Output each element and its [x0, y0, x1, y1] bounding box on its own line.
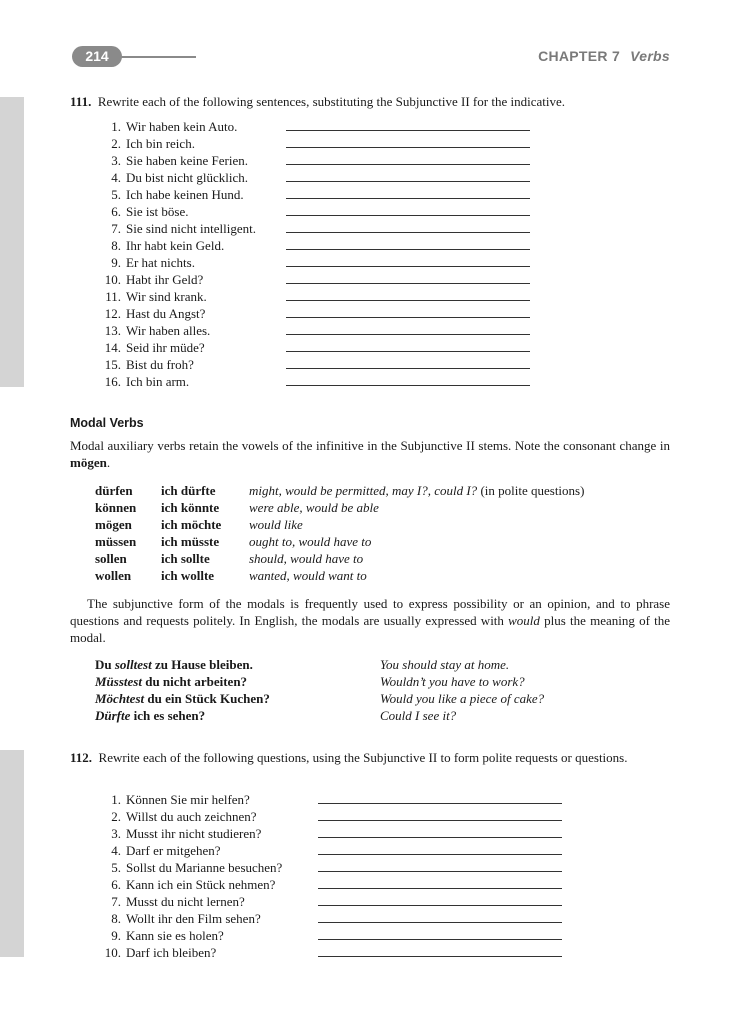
answer-blank[interactable]	[318, 888, 562, 889]
english-translation: Wouldn’t you have to work?	[380, 674, 525, 689]
item-number: 6.	[111, 204, 121, 219]
meaning-note: (in polite questions)	[477, 483, 585, 498]
modal-explanation	[70, 595, 670, 646]
item-number: 1.	[111, 792, 121, 807]
meaning-text: might, would be permitted, may I?, could I?	[249, 483, 478, 498]
exercise-number: 112.	[70, 750, 93, 765]
item-number: 1.	[111, 119, 121, 134]
list-item	[111, 876, 282, 893]
modal-row	[95, 533, 655, 550]
chapter-title: Verbs	[630, 48, 670, 64]
modal-intro	[70, 437, 670, 471]
answer-blank[interactable]	[318, 871, 562, 872]
list-item	[104, 944, 282, 961]
modal-infinitive: wollen	[95, 568, 132, 583]
page-number: 214	[72, 46, 122, 67]
item-sentence: Wir haben alles.	[126, 323, 211, 338]
answer-blank[interactable]	[286, 334, 530, 335]
list-item	[111, 825, 282, 842]
modal-infinitive: sollen	[95, 551, 127, 566]
modal-infinitive: mögen	[95, 517, 132, 532]
item-number: 9.	[111, 928, 121, 943]
explanation-italic: would	[508, 613, 540, 628]
english-translation: You should stay at home.	[380, 657, 510, 672]
item-number: 5.	[111, 860, 121, 875]
modal-subjunctive-form: ich sollte	[161, 551, 210, 566]
modal-meaning	[249, 567, 367, 584]
item-sentence: Darf ich bleiben?	[126, 945, 217, 960]
item-number: 10.	[104, 945, 121, 960]
example-row	[95, 707, 595, 724]
english-translation: Could I see it?	[380, 708, 457, 723]
item-number: 8.	[111, 238, 121, 253]
item-sentence: Seid ihr müde?	[126, 340, 205, 355]
answer-blank[interactable]	[286, 351, 530, 352]
item-number: 4.	[111, 843, 121, 858]
modal-infinitive: dürfen	[95, 483, 133, 498]
item-sentence: Habt ihr Geld?	[126, 272, 204, 287]
list-item	[104, 339, 256, 356]
meaning-text: wanted, would want to	[249, 568, 367, 583]
list-item	[111, 893, 282, 910]
instruction-text: Rewrite each of the following sentences, substituting the Subjunctive II for the indicative.	[97, 94, 565, 109]
list-item	[104, 356, 256, 373]
modal-infinitive: können	[95, 500, 137, 515]
instruction-text: Rewrite each of the following questions, using the Subjunctive II to form polite requests or questions.	[98, 750, 628, 765]
header-rule	[118, 56, 196, 58]
item-sentence: Wir sind krank.	[126, 289, 207, 304]
example-row	[95, 656, 595, 673]
item-sentence: Musst du nicht lernen?	[126, 894, 245, 909]
list-item	[111, 910, 282, 927]
answer-blank[interactable]	[318, 854, 562, 855]
chapter-label: CHAPTER 7	[538, 48, 621, 64]
german-modal: Müsstest	[95, 674, 142, 689]
item-sentence: Ich bin arm.	[126, 374, 190, 389]
intro-text: Modal auxiliary verbs retain the vowels of the infinitive in the Subjunctive II stems. Note the consonant change in	[70, 438, 670, 453]
item-sentence: Sie ist böse.	[126, 204, 189, 219]
answer-blank[interactable]	[286, 215, 530, 216]
exercise-112-instruction	[70, 749, 702, 766]
modal-meaning	[249, 516, 303, 533]
modal-subjunctive-form: ich dürfte	[161, 483, 216, 498]
modal-row	[95, 516, 655, 533]
item-number: 12.	[104, 306, 121, 321]
item-sentence: Sollst du Marianne besuchen?	[126, 860, 283, 875]
modal-row	[95, 550, 655, 567]
answer-blank[interactable]	[286, 232, 530, 233]
answer-blank[interactable]	[286, 385, 530, 386]
item-number: 11.	[105, 289, 121, 304]
item-number: 15.	[104, 357, 121, 372]
item-number: 8.	[111, 911, 121, 926]
modal-infinitive: müssen	[95, 534, 137, 549]
german-sentence	[95, 673, 247, 690]
item-sentence: Ich habe keinen Hund.	[126, 187, 244, 202]
item-sentence: Du bist nicht glücklich.	[126, 170, 249, 185]
modal-meaning	[249, 550, 363, 567]
answer-blank[interactable]	[286, 147, 530, 148]
answer-blank[interactable]	[286, 130, 530, 131]
english-translation: Would you like a piece of cake?	[380, 691, 545, 706]
list-item	[111, 927, 282, 944]
answer-blank[interactable]	[318, 803, 562, 804]
list-item	[111, 859, 283, 876]
german-post: du ein Stück Kuchen?	[144, 691, 270, 706]
answer-blank[interactable]	[286, 317, 530, 318]
answer-blank[interactable]	[286, 164, 530, 165]
list-item	[111, 220, 256, 237]
exercise-111-list	[104, 118, 256, 390]
answer-blank[interactable]	[318, 837, 562, 838]
answer-blank[interactable]	[318, 820, 562, 821]
answer-blank[interactable]	[318, 905, 562, 906]
modal-row	[95, 482, 655, 499]
item-sentence: Er hat nichts.	[126, 255, 195, 270]
item-number: 2.	[111, 136, 121, 151]
modal-meaning	[249, 482, 584, 499]
item-sentence: Hast du Angst?	[126, 306, 206, 321]
german-sentence	[95, 707, 205, 724]
list-item	[104, 322, 256, 339]
item-number: 2.	[111, 809, 121, 824]
item-sentence: Bist du froh?	[126, 357, 194, 372]
modal-subjunctive-form: ich könnte	[161, 500, 220, 515]
list-item	[111, 808, 282, 825]
modal-verb-table	[95, 482, 655, 584]
explanation-end: plus the meaning of the modal.	[70, 613, 670, 645]
modal-subjunctive-form: ich wollte	[161, 568, 215, 583]
modal-meaning	[249, 499, 379, 516]
german-post: ich es sehen?	[130, 708, 206, 723]
margin-tab-top	[0, 97, 24, 387]
answer-blank[interactable]	[286, 198, 530, 199]
answer-blank[interactable]	[286, 266, 530, 267]
answer-blank[interactable]	[286, 181, 530, 182]
german-post: zu Hause bleiben.	[151, 657, 253, 672]
meaning-text: should, would have to	[249, 551, 364, 566]
item-sentence: Wollt ihr den Film sehen?	[126, 911, 261, 926]
item-sentence: Willst du auch zeichnen?	[126, 809, 257, 824]
answer-blank[interactable]	[318, 956, 562, 957]
meaning-text: would like	[249, 517, 303, 532]
list-item	[104, 271, 256, 288]
item-number: 5.	[111, 187, 121, 202]
german-sentence	[95, 656, 253, 673]
list-item	[111, 152, 256, 169]
item-number: 10.	[104, 272, 121, 287]
item-number: 7.	[111, 221, 121, 236]
item-number: 14.	[104, 340, 121, 355]
list-item	[111, 169, 256, 186]
item-sentence: Ich bin reich.	[126, 136, 195, 151]
intro-bold: mögen	[70, 455, 107, 470]
item-number: 3.	[111, 153, 121, 168]
example-row	[95, 690, 595, 707]
german-modal: Dürfte	[95, 708, 131, 723]
answer-blank[interactable]	[318, 939, 562, 940]
example-row	[95, 673, 595, 690]
item-sentence: Kann sie es holen?	[126, 928, 224, 943]
modal-row	[95, 499, 655, 516]
modal-row	[95, 567, 655, 584]
modal-examples	[95, 656, 595, 724]
modal-subjunctive-form: ich möchte	[161, 517, 222, 532]
item-sentence: Können Sie mir helfen?	[126, 792, 250, 807]
answer-blank[interactable]	[286, 300, 530, 301]
modal-meaning	[249, 533, 371, 550]
list-item	[111, 842, 282, 859]
list-item	[111, 237, 256, 254]
item-number: 16.	[104, 374, 121, 389]
section-heading: Modal Verbs	[70, 416, 144, 430]
list-item	[111, 203, 256, 220]
explanation-text: The subjunctive form of the modals is frequently used to express possibility or an opinion, and to phrase questions and requests politely. In English, the modals are usually expressed with	[70, 596, 670, 628]
item-sentence: Musst ihr nicht studieren?	[126, 826, 262, 841]
meaning-text: were able, would be able	[249, 500, 379, 515]
intro-end: .	[106, 455, 111, 470]
german-pre: Du	[95, 657, 115, 672]
german-modal: Möchtest	[95, 691, 145, 706]
answer-blank[interactable]	[318, 922, 562, 923]
list-item	[111, 135, 256, 152]
modal-subjunctive-form: ich müsste	[161, 534, 220, 549]
list-item	[105, 288, 256, 305]
item-number: 13.	[104, 323, 121, 338]
item-sentence: Darf er mitgehen?	[126, 843, 221, 858]
item-sentence: Kann ich ein Stück nehmen?	[126, 877, 276, 892]
list-item	[111, 118, 256, 135]
item-sentence: Sie sind nicht intelligent.	[126, 221, 256, 236]
item-sentence: Wir haben kein Auto.	[126, 119, 238, 134]
exercise-number: 111.	[70, 94, 92, 109]
meaning-text: ought to, would have to	[249, 534, 372, 549]
margin-tab-bottom	[0, 750, 24, 957]
item-number: 6.	[111, 877, 121, 892]
item-sentence: Ihr habt kein Geld.	[126, 238, 225, 253]
item-number: 3.	[111, 826, 121, 841]
list-item	[104, 305, 256, 322]
list-item	[111, 791, 282, 808]
german-post: du nicht arbeiten?	[141, 674, 248, 689]
german-modal: solltest	[114, 657, 152, 672]
list-item	[111, 186, 256, 203]
item-number: 4.	[111, 170, 121, 185]
answer-blank[interactable]	[286, 368, 530, 369]
exercise-111-instruction	[70, 93, 702, 110]
item-number: 7.	[111, 894, 121, 909]
german-sentence	[95, 690, 270, 707]
answer-blank[interactable]	[286, 283, 530, 284]
list-item	[104, 373, 256, 390]
answer-blank[interactable]	[286, 249, 530, 250]
chapter-header	[538, 48, 670, 64]
item-sentence: Sie haben keine Ferien.	[126, 153, 249, 168]
list-item	[111, 254, 256, 271]
exercise-112-list	[104, 791, 283, 961]
item-number: 9.	[111, 255, 121, 270]
